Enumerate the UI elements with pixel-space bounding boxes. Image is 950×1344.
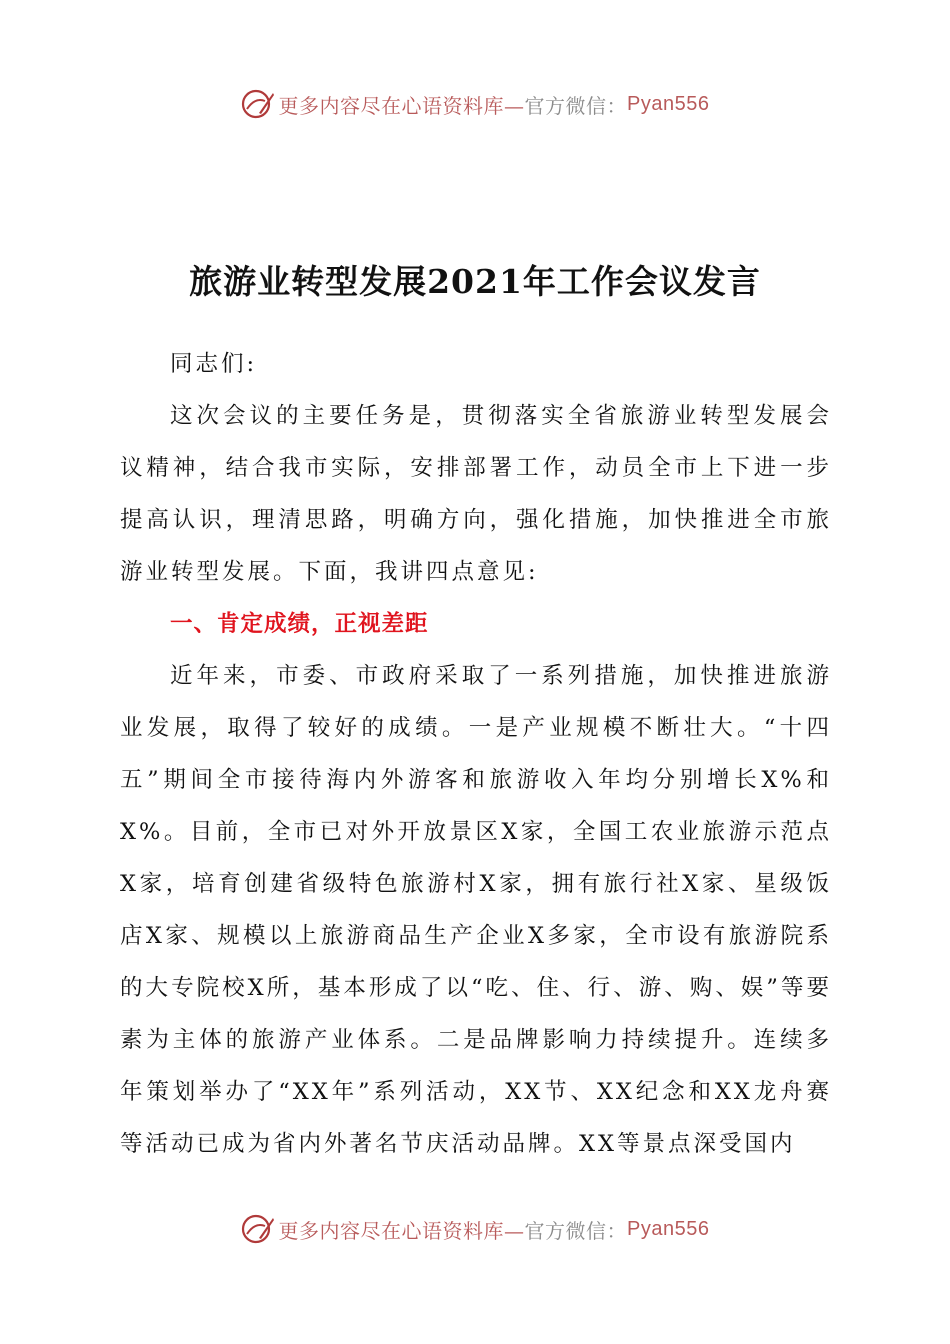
banner-wechat-id: Pyan556 [627,92,710,115]
document-title: 旅游业转型发展2021年工作会议发言 [189,262,761,301]
section-heading-1: 一、肯定成绩，正视差距 [170,611,429,637]
banner-wechat-label: 官方微信： [524,93,628,118]
pen-logo-icon [241,1212,275,1246]
banner-wechat-label: 官方微信： [524,1218,628,1243]
banner-text: 更多内容尽在心语资料库— [278,93,525,118]
banner-wechat-id: Pyan556 [627,1217,710,1240]
salutation: 同志们: [170,351,258,377]
paragraph-achievements: 近年来，市委、市政府采取了一系列措施，加快推进旅游业发展，取得了较好的成绩。一是产业规模不断壮大。“十四五”期间全市接待海内外游客和旅游收入年均分别增长X%和X%。目前，全市已对外开放景区X家，全国工农业旅游示范点X家，培育创建省级特色旅游村X家，拥有旅行社X家、星级饭店X家、规模以上旅游商品生产企业X多家，全市设有旅游院系的大专院校X所，基本形成了以“吃、住、行、游、购、娱”等要素为主体的旅游产业体系。二是品牌影响力持续提升。连续多年策划举办了“XX年”系列活动，XX节、XX纪念和XX龙舟赛等活动已成为省内外著名节庆活动品牌。XX等景点深受国内 [120,663,832,1157]
header-banner [0,84,950,124]
footer-banner [0,1209,950,1249]
banner-text: 更多内容尽在心语资料库— [278,1218,525,1243]
paragraph-intro: 这次会议的主要任务是，贯彻落实全省旅游业转型发展会议精神，结合我市实际，安排部署工作，动员全市上下进一步提高认识，理清思路，明确方向，强化措施，加快推进全市旅游业转型发展。下面，我讲四点意见: [120,403,832,585]
document-body [120,338,832,1170]
pen-logo-icon [241,87,275,121]
